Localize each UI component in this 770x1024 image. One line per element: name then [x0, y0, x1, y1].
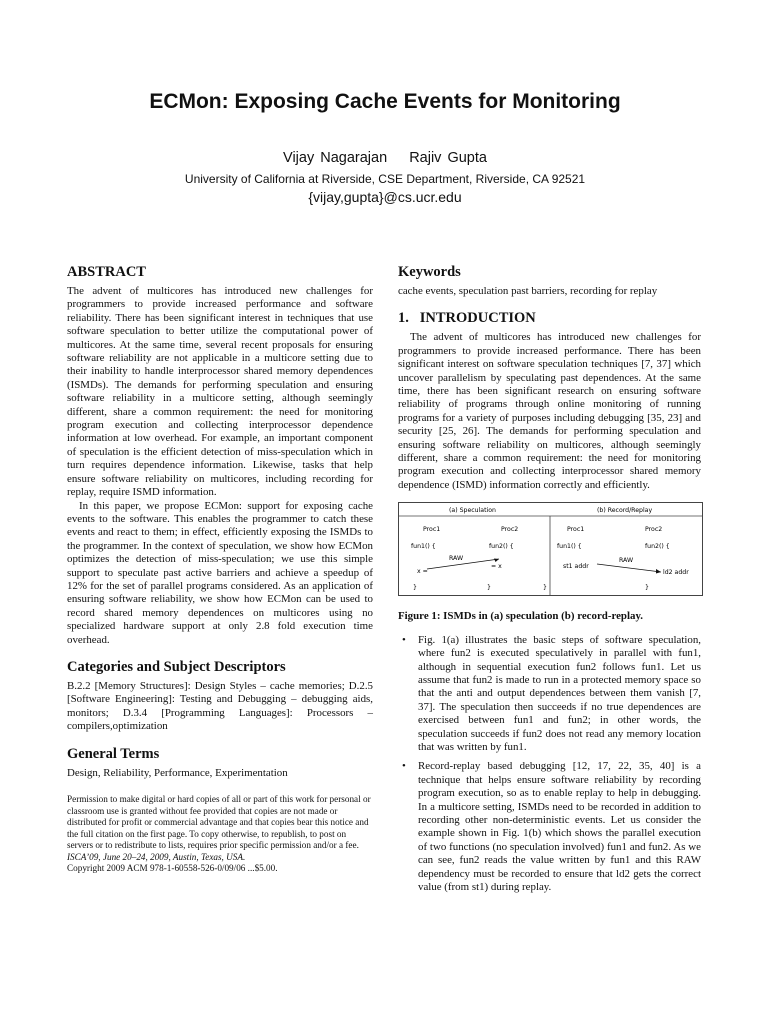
venue-line: ISCA’09, June 20–24, 2009, Austin, Texas, USA.: [67, 851, 246, 862]
affiliation: University of California at Riverside, CSE Department, Riverside, CA 92521: [184, 172, 586, 186]
list-item: • Record-replay based debugging [12, 17, 22, 35, 40] is a technique that helps ensure software reliability by recording program execution, so as to enable replay to help in debugging. In a multicore setting, ISMDs need to be recorded in addition to recording other non-deterministic events. Let us consider the example shown in Fig. 1(b) which shows the parallel execution of two functions (no speculation involved) fun1 and fun2. As we can see, fun2 reads the value written by fun1 and this RAW dependency must be recorded to ensure that ld2 gets the correct value (from st1) during replay.: [406, 760, 701, 894]
raw-arrow-b: [597, 564, 661, 572]
proc2-label-b: Proc2: [645, 526, 663, 534]
st1-label: st1 addr: [563, 563, 589, 571]
right-column: [398, 264, 701, 900]
fun2-close-b: }: [645, 584, 649, 592]
raw-arrowhead-b: [656, 569, 661, 574]
abstract-heading: ABSTRACT: [67, 264, 146, 280]
author-name: Vijay Nagarajan: [283, 150, 388, 166]
fun1-label: fun1() {: [411, 543, 436, 551]
fun2-label-b: fun2() {: [645, 543, 670, 551]
left-column: [67, 264, 373, 875]
intro-bullet-list: [398, 634, 701, 895]
fun1-close-b: }: [543, 584, 547, 592]
raw-label-b: RAW: [619, 557, 634, 565]
proc1-label: Proc1: [423, 526, 441, 534]
ld2-label: ld2 addr: [663, 569, 689, 577]
figure-1-svg: [399, 503, 702, 595]
copyright-line: Copyright 2009 ACM 978-1-60558-526-0/09/06 ...$5.00.: [67, 863, 278, 873]
figure-1-diagram: [398, 502, 703, 596]
author-list: [0, 150, 770, 166]
author-name: Rajiv Gupta: [409, 150, 487, 166]
x-read-label: = x: [491, 563, 502, 571]
proc2-label: Proc2: [501, 526, 519, 534]
permission-notice: [67, 794, 373, 875]
fun1-close: }: [413, 584, 417, 592]
introduction-paragraph-1: The advent of multicores has introduced new challenges for programmers to provide increased performance. There has been significant interest on software speculation techniques [7, 37] which uncover parallelism by speculating past dependences. At the same time, there has been significant research on ensuring software reliability of programs through online monitoring of running programs for a variety of purposes including debugging [35, 23] and security [25, 26]. The demands for performing speculation and ensuring software reliability on multicores, although seemingly different, share a common requirement: the need for monitoring program execution and collecting interprocessor shared memory dependence (ISMD) information correctly and efficiently.: [398, 331, 701, 491]
paper-title: ECMon: Exposing Cache Events for Monitoring: [149, 90, 621, 113]
abstract-paragraph-2: In this paper, we propose ECMon: support for exposing cache events to the software. This enables the programmer to catch these events and react to them; in effect, efficiently exposing the ISMDs to the programmer. In the context of speculation, we show how ECMon optimizes the detection of miss-speculation; we use this simple support to speculate past active barriers and achieve a speedup of 12% for the set of parallel programs considered. As an application of ensuring software reliability, we show how ECMon can be used to record shared memory dependences on multicores using no specialized hardware support at only 2.8 fold execution time overhead.: [67, 499, 373, 646]
figure-1-caption: Figure 1: ISMDs in (a) speculation (b) record-replay.: [398, 610, 644, 623]
fun2-close: }: [487, 584, 491, 592]
fun1-label-b: fun1() {: [557, 543, 582, 551]
list-item: • Fig. 1(a) illustrates the basic steps of software speculation, where fun2 is executed speculatively in parallel with fun1, although in sequential execution fun2 follows fun1. Let us assume that fun2 is made to run in a protected memory space so that the anti and output dependences between them vanish [7, 37]. The speculation then succeeds if no true dependences are exercised between fun1 and fun2; in other words, the speculation succeeds if fun2 does not read any memory location that was written by fun1.: [406, 634, 701, 755]
permission-text: Permission to make digital or hard copies of all or part of this work for personal or classroom use is granted without fee provided that copies are not made or distributed for profit or commercial advantage and that copies bear this notice and the full citation on the first page. To copy otherwise, to republish, to post on servers or to redistribute to lists, requires prior specific permission and/or a fee.: [67, 794, 371, 850]
introduction-heading: 1. INTRODUCTION: [398, 310, 536, 327]
categories-heading: Categories and Subject Descriptors: [67, 658, 286, 675]
abstract-paragraph-1: The advent of multicores has introduced new challenges for programmers to provide increased performance and software reliability. There has been significant interest in techniques that use software speculation to better utilize the computational power of multicores. At the same time, several recent proposals for ensuring software reliability are not applicable in a multicore setting due to their inability to handle interprocessor shared memory dependences (ISMDs). The demands for performing speculation and ensuring software reliability in a multicore setting, although seemingly different, share a common requirement: the need for monitoring program execution and collecting interprocessor dependence information at low overhead. For example, an important component of speculation is the efficient detection of miss-speculation which in turn requires dependence information. Likewise, tasks that help ensure software reliability on multicores, including recording for replay, require ISMD information.: [67, 285, 373, 499]
fun2-label: fun2() {: [489, 543, 514, 551]
keywords-text: cache events, speculation past barriers, recording for replay: [398, 285, 658, 297]
keywords-heading: Keywords: [398, 264, 461, 280]
categories-text: B.2.2 [Memory Structures]: Design Styles – cache memories; D.2.5 [Software Engineering]: Testing and Debugging – debugging aids, monitors; D.3.4 [Programming Languages]: Processors – compilers,optimization: [67, 679, 373, 733]
figure-label-a: (a) Speculation: [449, 507, 496, 515]
raw-label-a: RAW: [449, 555, 464, 563]
raw-arrowhead-a: [494, 559, 499, 563]
x-assign-label: x =: [417, 568, 428, 576]
proc1-label-b: Proc1: [567, 526, 585, 534]
general-terms-heading: General Terms: [67, 745, 160, 762]
figure-label-b: (b) Record/Replay: [597, 507, 653, 515]
general-terms-text: Design, Reliability, Performance, Experimentation: [67, 766, 288, 779]
author-email[interactable]: {vijay,gupta}@cs.ucr.edu: [308, 189, 462, 205]
